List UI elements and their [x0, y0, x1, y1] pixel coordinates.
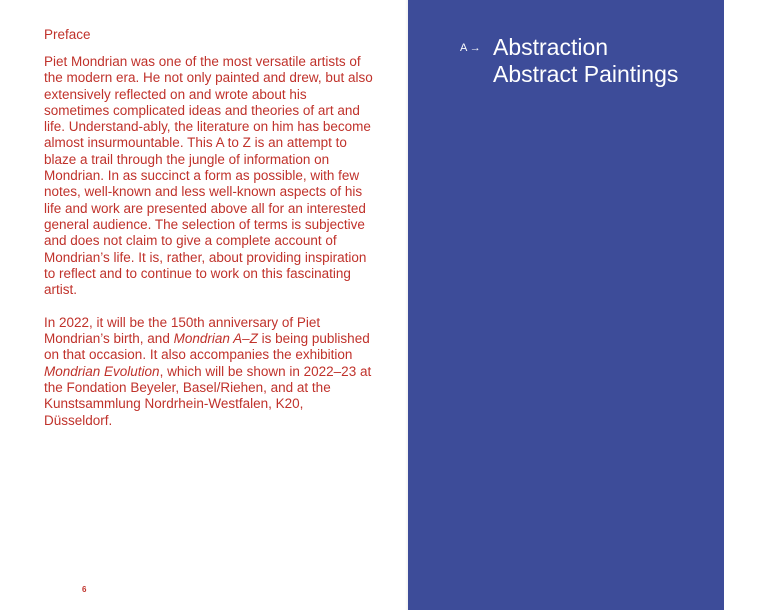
preface-body — [44, 54, 374, 445]
index-entry-abstract-paintings: Abstract Paintings — [493, 61, 679, 87]
index-entry-abstraction: Abstraction — [493, 34, 609, 60]
book-title: Mondrian A–Z — [173, 331, 258, 347]
preface-paragraph-1: Piet Mondrian was one of the most versatile artists of the modern era. He not only painted and drew, but also extensively reflected on and wrote about his sometimes complicated ideas and theories of art and life. Understand-ably, the literature on him has become almost insurmountable. This A to Z is an attempt to blaze a trail through the jungle of information on Mondrian. In as succinct a form as possible, with few notes, well-known and less well-known aspects of his life and work are presented above all for an interested general audience. The selection of terms is subjective and does not claim to give a complete account of Mondrian’s life. It is, rather, about providing inspiration to reflect and to continue to work on this fascinating artist. — [44, 54, 373, 298]
page-number: 6 — [82, 585, 87, 594]
letter-marker: A → — [460, 42, 481, 54]
preface-heading: Preface — [44, 27, 91, 42]
paragraph-2-text-2: is being published on that occasion. It also accompanies the exhibition — [44, 331, 370, 363]
preface-paragraph-2 — [44, 315, 374, 429]
paragraph-2-text-1: In 2022, it will be the 150th anniversary of Piet Mondrian’s birth, and — [44, 314, 321, 347]
right-page — [408, 0, 724, 610]
exhibition-title: Mondrian Evolution — [44, 363, 160, 379]
outer-margin — [724, 0, 763, 610]
index-entries — [493, 34, 678, 88]
paragraph-2-text-3: , which will be shown in 2022–23 at the Fondation Beyeler, Basel/Riehen, and at the Kunstsammlung Nordrhein-Westfalen, K20, Düsseldorf. — [44, 363, 372, 428]
